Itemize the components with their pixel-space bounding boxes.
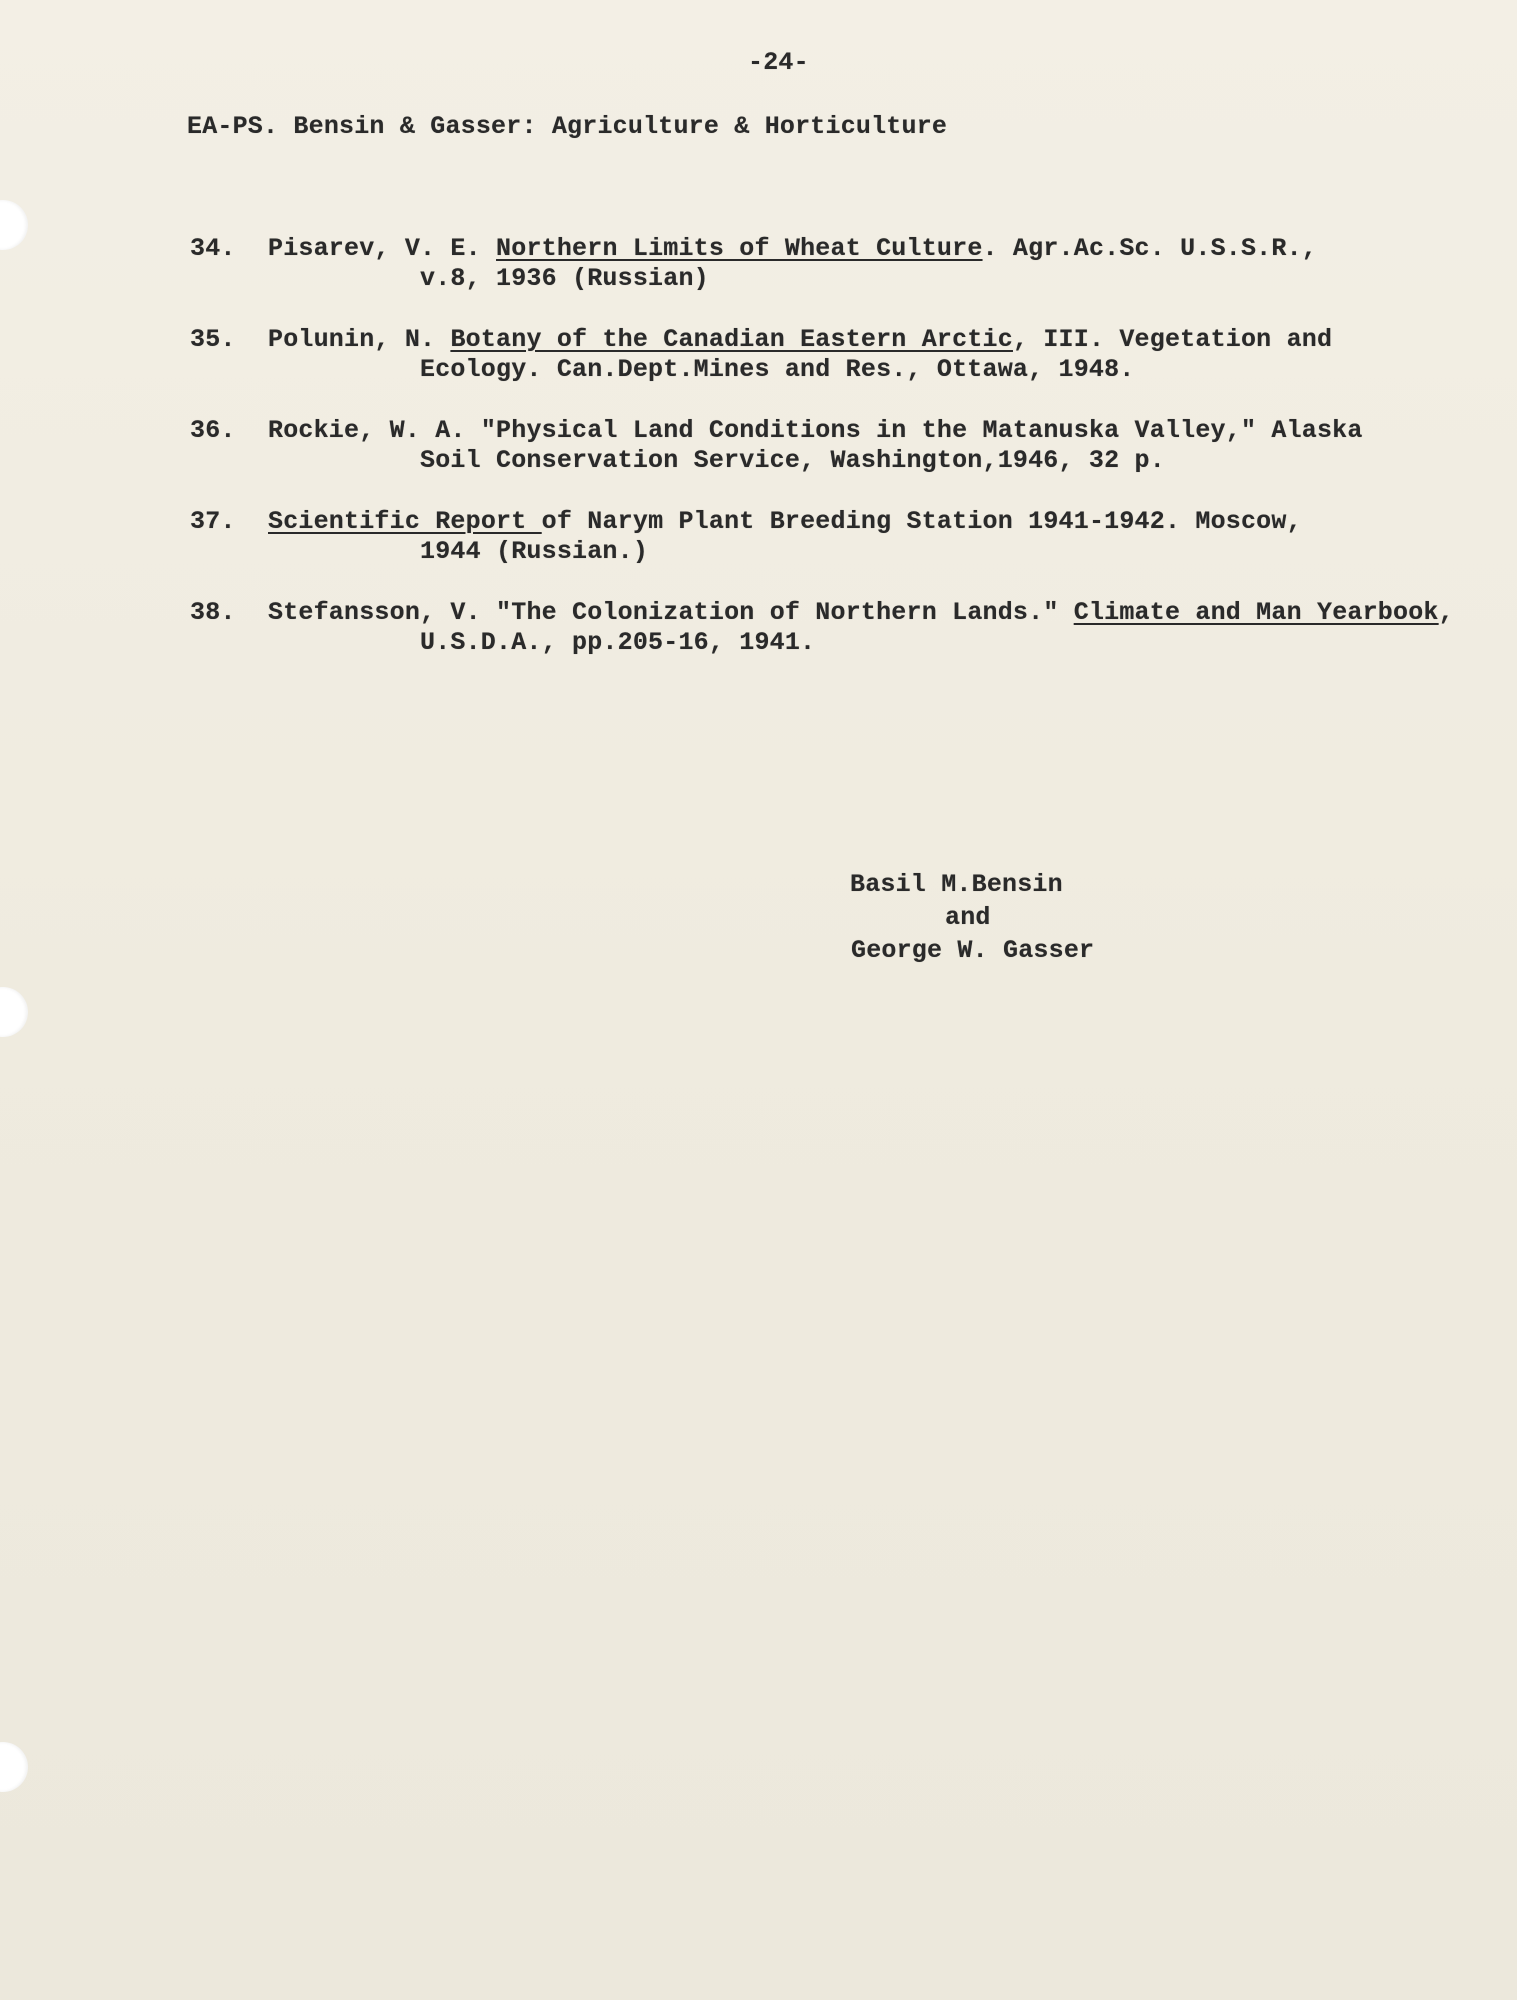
entry-publication: , III. Vegetation and xyxy=(1012,325,1333,354)
punch-hole-middle xyxy=(0,987,28,1037)
punch-hole-bottom xyxy=(0,1742,28,1792)
entry-line-1 xyxy=(268,507,1302,537)
punch-hole-top xyxy=(0,200,28,250)
entry-line-2: v.8, 1936 (Russian) xyxy=(420,264,709,293)
entry-title: Botany of the Canadian Eastern Arctic xyxy=(450,325,1013,354)
page-number: -24- xyxy=(748,48,809,77)
entry-punctuation: , xyxy=(1438,598,1454,627)
entry-title: "The Colonization of Northern Lands." xyxy=(496,598,1074,627)
entry-title: "Physical Land Conditions in the Matanuska Valley," Alaska xyxy=(480,416,1363,445)
document-header: EA-PS. Bensin & Gasser: Agriculture & Horticulture xyxy=(187,112,948,141)
entry-number: 36. xyxy=(190,416,236,445)
entry-author: Stefansson, V. xyxy=(268,598,497,627)
entry-number: 34. xyxy=(190,234,236,263)
entry-publication: . Agr.Ac.Sc. U.S.S.R., xyxy=(982,234,1317,263)
entry-number: 35. xyxy=(190,325,236,354)
entry-line-2: 1944 (Russian.) xyxy=(420,537,649,566)
entry-line-2: U.S.D.A., pp.205-16, 1941. xyxy=(420,628,816,657)
entry-title: Northern Limits of Wheat Culture xyxy=(496,234,983,263)
entry-number: 38. xyxy=(190,598,236,627)
entry-author: Pisarev, V. E. xyxy=(268,234,497,263)
entry-number: 37. xyxy=(190,507,236,536)
entry-line-1 xyxy=(268,598,1454,628)
entry-line-1 xyxy=(268,416,1363,446)
entry-publication-title: Climate and Man Yearbook xyxy=(1073,598,1439,627)
author-name-1: Basil M.Bensin xyxy=(850,870,1063,899)
entry-line-1 xyxy=(268,325,1332,355)
entry-line-2: Ecology. Can.Dept.Mines and Res., Ottawa, 1948. xyxy=(420,355,1135,384)
signature-conjunction: and xyxy=(945,903,991,932)
entry-line-1 xyxy=(268,234,1317,264)
entry-publication: of Narym Plant Breeding Station 1941-1942. Moscow, xyxy=(541,507,1302,536)
entry-author: Rockie, W. A. xyxy=(268,416,481,445)
author-name-2: George W. Gasser xyxy=(851,936,1095,965)
entry-author: Polunin, N. xyxy=(268,325,451,354)
entry-title: Scientific Report xyxy=(268,507,542,536)
entry-line-2: Soil Conservation Service, Washington,1946, 32 p. xyxy=(420,446,1165,475)
